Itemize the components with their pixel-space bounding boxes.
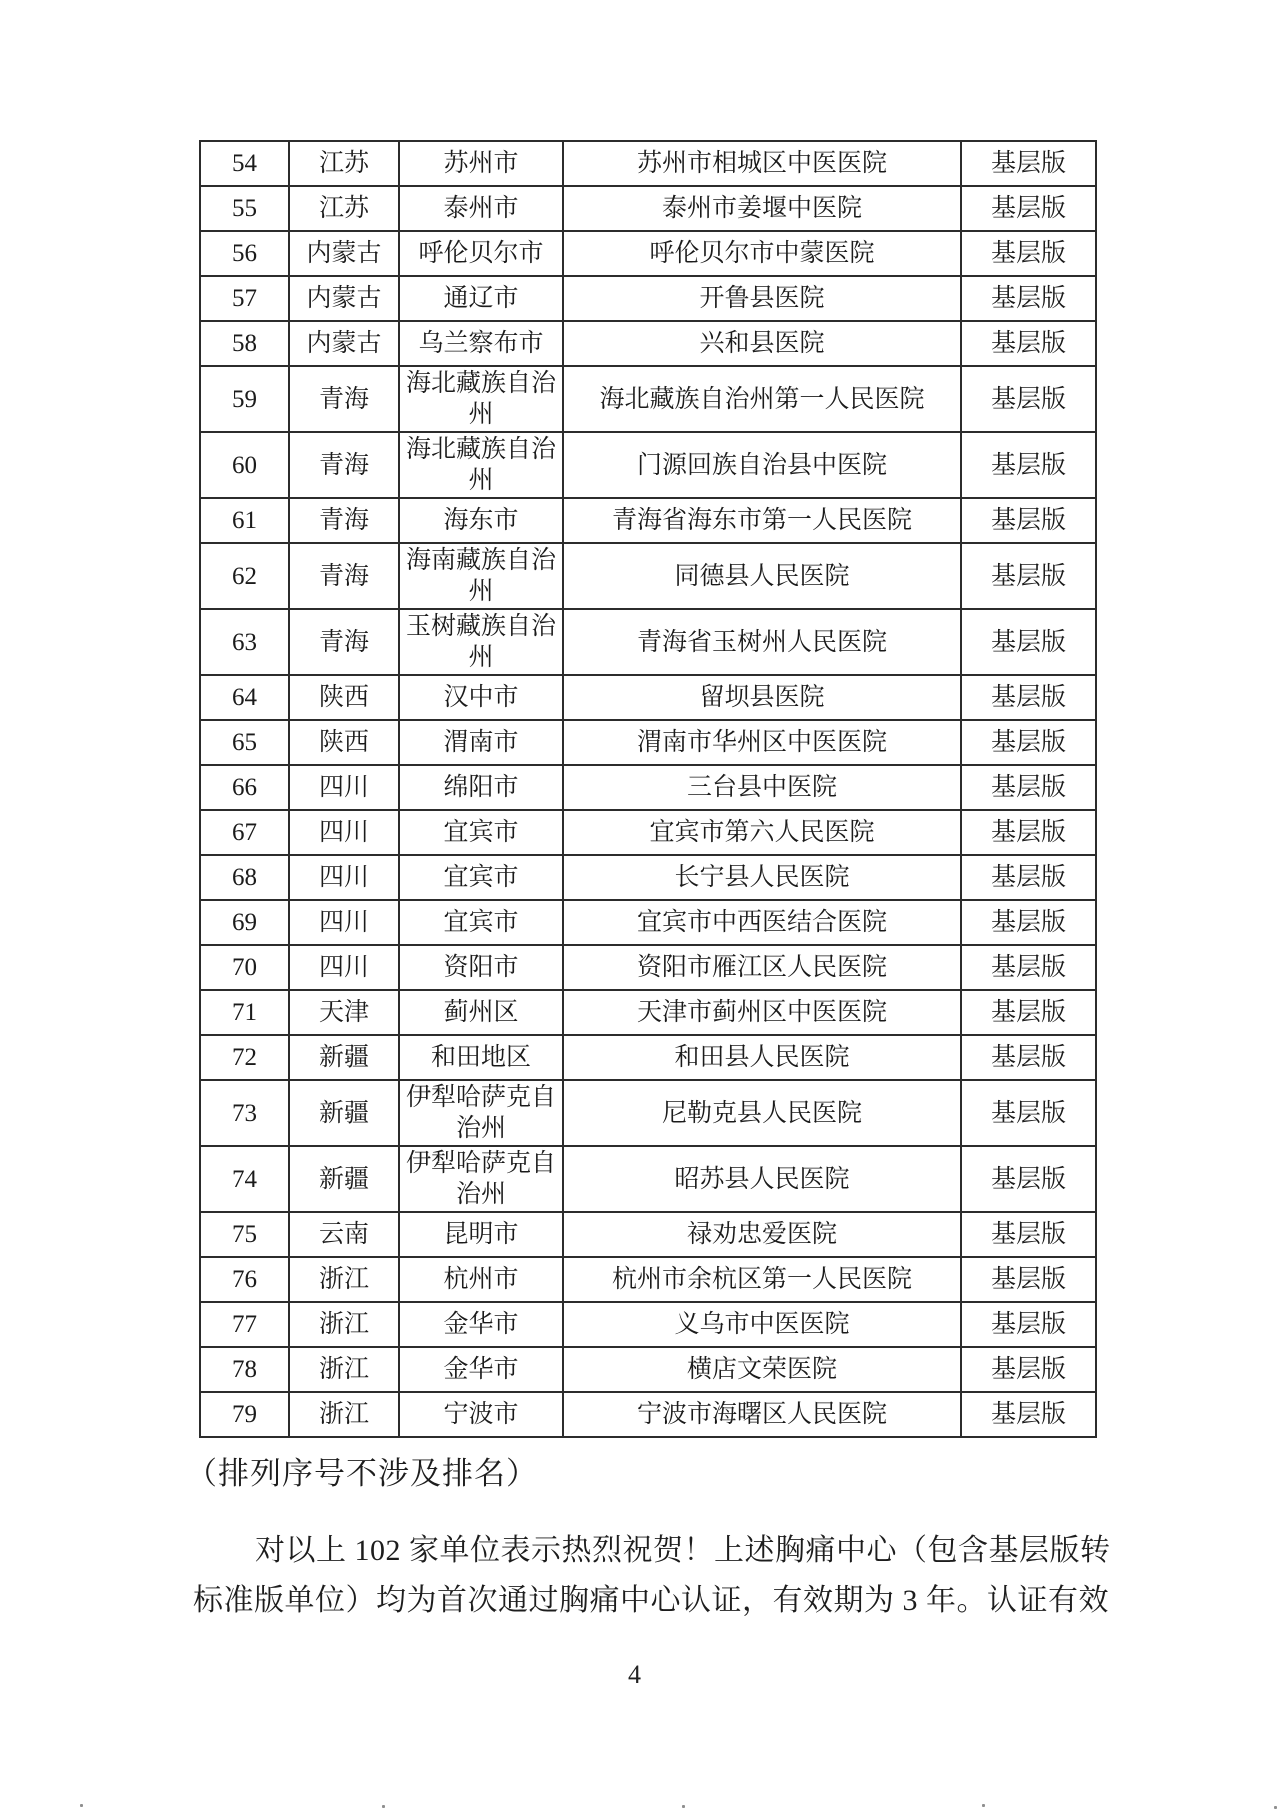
cell-province: 四川 (289, 900, 399, 945)
cell-hospital: 青海省海东市第一人民医院 (563, 498, 961, 543)
cell-city: 宁波市 (399, 1392, 563, 1437)
cell-hospital: 天津市蓟州区中医医院 (563, 990, 961, 1035)
table-row (200, 366, 1096, 432)
table-row (200, 321, 1096, 366)
cell-seq: 58 (200, 321, 289, 366)
cell-seq: 62 (200, 543, 289, 609)
cell-city: 伊犁哈萨克自治州 (399, 1080, 563, 1146)
cell-hospital: 呼伦贝尔市中蒙医院 (563, 231, 961, 276)
hospital-table (199, 140, 1097, 1438)
cell-province: 江苏 (289, 141, 399, 186)
cell-hospital: 泰州市姜堰中医院 (563, 186, 961, 231)
cell-version: 基层版 (961, 1035, 1096, 1080)
cell-hospital: 昭苏县人民医院 (563, 1146, 961, 1212)
cell-hospital: 开鲁县医院 (563, 276, 961, 321)
scan-artifact-dot (80, 1804, 83, 1807)
cell-seq: 57 (200, 276, 289, 321)
cell-version: 基层版 (961, 810, 1096, 855)
scan-artifact-dot (1274, 1806, 1277, 1809)
cell-seq: 56 (200, 231, 289, 276)
table-row (200, 276, 1096, 321)
cell-seq: 54 (200, 141, 289, 186)
table-row (200, 1035, 1096, 1080)
cell-city: 泰州市 (399, 186, 563, 231)
cell-province: 内蒙古 (289, 276, 399, 321)
cell-version: 基层版 (961, 321, 1096, 366)
cell-province: 浙江 (289, 1347, 399, 1392)
cell-city: 苏州市 (399, 141, 563, 186)
cell-hospital: 渭南市华州区中医医院 (563, 720, 961, 765)
cell-version: 基层版 (961, 231, 1096, 276)
cell-city: 宜宾市 (399, 855, 563, 900)
scan-artifact-dot (682, 1805, 685, 1808)
cell-version: 基层版 (961, 1302, 1096, 1347)
cell-version: 基层版 (961, 945, 1096, 990)
cell-city: 海东市 (399, 498, 563, 543)
cell-city: 蓟州区 (399, 990, 563, 1035)
table-row (200, 765, 1096, 810)
cell-province: 四川 (289, 945, 399, 990)
cell-version: 基层版 (961, 765, 1096, 810)
table-row (200, 543, 1096, 609)
scan-artifact-dot (982, 1804, 985, 1807)
table-row (200, 609, 1096, 675)
table-row (200, 1257, 1096, 1302)
ranking-note: （排列序号不涉及排名） (186, 1456, 538, 1491)
cell-version: 基层版 (961, 1257, 1096, 1302)
cell-version: 基层版 (961, 141, 1096, 186)
cell-hospital: 资阳市雁江区人民医院 (563, 945, 961, 990)
cell-seq: 61 (200, 498, 289, 543)
cell-version: 基层版 (961, 498, 1096, 543)
cell-province: 内蒙古 (289, 321, 399, 366)
table-row (200, 1080, 1096, 1146)
cell-seq: 69 (200, 900, 289, 945)
cell-version: 基层版 (961, 675, 1096, 720)
cell-hospital: 门源回族自治县中医院 (563, 432, 961, 498)
cell-city: 资阳市 (399, 945, 563, 990)
cell-hospital: 同德县人民医院 (563, 543, 961, 609)
cell-city: 宜宾市 (399, 900, 563, 945)
cell-hospital: 留坝县医院 (563, 675, 961, 720)
cell-province: 浙江 (289, 1392, 399, 1437)
cell-version: 基层版 (961, 1212, 1096, 1257)
cell-version: 基层版 (961, 855, 1096, 900)
cell-city: 和田地区 (399, 1035, 563, 1080)
paragraph-line-1: 对以上 102 家单位表示热烈祝贺！上述胸痛中心（包含基层版转 (255, 1534, 1111, 1567)
cell-city: 海北藏族自治州 (399, 432, 563, 498)
scan-artifact-dot (382, 1805, 385, 1808)
table-row (200, 1347, 1096, 1392)
cell-city: 杭州市 (399, 1257, 563, 1302)
cell-version: 基层版 (961, 1347, 1096, 1392)
cell-city: 海北藏族自治州 (399, 366, 563, 432)
cell-seq: 66 (200, 765, 289, 810)
cell-seq: 60 (200, 432, 289, 498)
cell-hospital: 和田县人民医院 (563, 1035, 961, 1080)
cell-seq: 55 (200, 186, 289, 231)
cell-version: 基层版 (961, 1146, 1096, 1212)
cell-seq: 75 (200, 1212, 289, 1257)
table-row (200, 432, 1096, 498)
cell-seq: 59 (200, 366, 289, 432)
cell-province: 青海 (289, 432, 399, 498)
cell-city: 绵阳市 (399, 765, 563, 810)
cell-province: 四川 (289, 855, 399, 900)
body-paragraph (193, 1526, 1111, 1626)
cell-province: 陕西 (289, 720, 399, 765)
cell-version: 基层版 (961, 1392, 1096, 1437)
cell-province: 内蒙古 (289, 231, 399, 276)
cell-hospital: 尼勒克县人民医院 (563, 1080, 961, 1146)
table-row (200, 1212, 1096, 1257)
cell-province: 新疆 (289, 1146, 399, 1212)
cell-province: 陕西 (289, 675, 399, 720)
cell-city: 宜宾市 (399, 810, 563, 855)
cell-city: 呼伦贝尔市 (399, 231, 563, 276)
cell-seq: 70 (200, 945, 289, 990)
cell-province: 四川 (289, 810, 399, 855)
table-row (200, 945, 1096, 990)
cell-city: 金华市 (399, 1302, 563, 1347)
cell-version: 基层版 (961, 366, 1096, 432)
paragraph-line-2: 标准版单位）均为首次通过胸痛中心认证，有效期为 3 年。认证有效 (193, 1584, 1109, 1617)
table-row (200, 141, 1096, 186)
cell-city: 伊犁哈萨克自治州 (399, 1146, 563, 1212)
table-row (200, 720, 1096, 765)
table-row (200, 231, 1096, 276)
cell-seq: 76 (200, 1257, 289, 1302)
cell-version: 基层版 (961, 990, 1096, 1035)
cell-hospital: 兴和县医院 (563, 321, 961, 366)
table-row (200, 1392, 1096, 1437)
cell-seq: 68 (200, 855, 289, 900)
cell-version: 基层版 (961, 900, 1096, 945)
cell-seq: 67 (200, 810, 289, 855)
cell-version: 基层版 (961, 720, 1096, 765)
cell-seq: 64 (200, 675, 289, 720)
cell-city: 昆明市 (399, 1212, 563, 1257)
cell-seq: 73 (200, 1080, 289, 1146)
table-row (200, 810, 1096, 855)
cell-hospital: 三台县中医院 (563, 765, 961, 810)
cell-province: 新疆 (289, 1035, 399, 1080)
cell-city: 通辽市 (399, 276, 563, 321)
table-row (200, 1302, 1096, 1347)
cell-seq: 79 (200, 1392, 289, 1437)
cell-version: 基层版 (961, 543, 1096, 609)
cell-hospital: 长宁县人民医院 (563, 855, 961, 900)
cell-province: 浙江 (289, 1257, 399, 1302)
cell-city: 渭南市 (399, 720, 563, 765)
cell-seq: 72 (200, 1035, 289, 1080)
table-row (200, 498, 1096, 543)
table-row (200, 675, 1096, 720)
cell-hospital: 横店文荣医院 (563, 1347, 961, 1392)
cell-city: 玉树藏族自治州 (399, 609, 563, 675)
cell-province: 青海 (289, 498, 399, 543)
cell-province: 青海 (289, 609, 399, 675)
cell-city: 金华市 (399, 1347, 563, 1392)
table-row (200, 990, 1096, 1035)
cell-version: 基层版 (961, 276, 1096, 321)
cell-hospital: 苏州市相城区中医医院 (563, 141, 961, 186)
cell-seq: 65 (200, 720, 289, 765)
cell-province: 四川 (289, 765, 399, 810)
cell-province: 云南 (289, 1212, 399, 1257)
cell-city: 乌兰察布市 (399, 321, 563, 366)
cell-city: 汉中市 (399, 675, 563, 720)
cell-version: 基层版 (961, 432, 1096, 498)
cell-seq: 71 (200, 990, 289, 1035)
cell-province: 青海 (289, 543, 399, 609)
cell-hospital: 义乌市中医医院 (563, 1302, 961, 1347)
cell-hospital: 宜宾市中西医结合医院 (563, 900, 961, 945)
table-row (200, 186, 1096, 231)
cell-province: 新疆 (289, 1080, 399, 1146)
table-row (200, 1146, 1096, 1212)
cell-province: 天津 (289, 990, 399, 1035)
cell-province: 浙江 (289, 1302, 399, 1347)
cell-version: 基层版 (961, 186, 1096, 231)
cell-province: 青海 (289, 366, 399, 432)
cell-seq: 63 (200, 609, 289, 675)
cell-province: 江苏 (289, 186, 399, 231)
cell-city: 海南藏族自治州 (399, 543, 563, 609)
cell-hospital: 杭州市余杭区第一人民医院 (563, 1257, 961, 1302)
cell-seq: 74 (200, 1146, 289, 1212)
cell-seq: 77 (200, 1302, 289, 1347)
cell-hospital: 宜宾市第六人民医院 (563, 810, 961, 855)
page-number: 4 (628, 1660, 641, 1689)
cell-hospital: 宁波市海曙区人民医院 (563, 1392, 961, 1437)
table-row (200, 900, 1096, 945)
cell-hospital: 青海省玉树州人民医院 (563, 609, 961, 675)
cell-version: 基层版 (961, 1080, 1096, 1146)
cell-hospital: 海北藏族自治州第一人民医院 (563, 366, 961, 432)
table-row (200, 855, 1096, 900)
cell-version: 基层版 (961, 609, 1096, 675)
cell-seq: 78 (200, 1347, 289, 1392)
cell-hospital: 禄劝忠爱医院 (563, 1212, 961, 1257)
